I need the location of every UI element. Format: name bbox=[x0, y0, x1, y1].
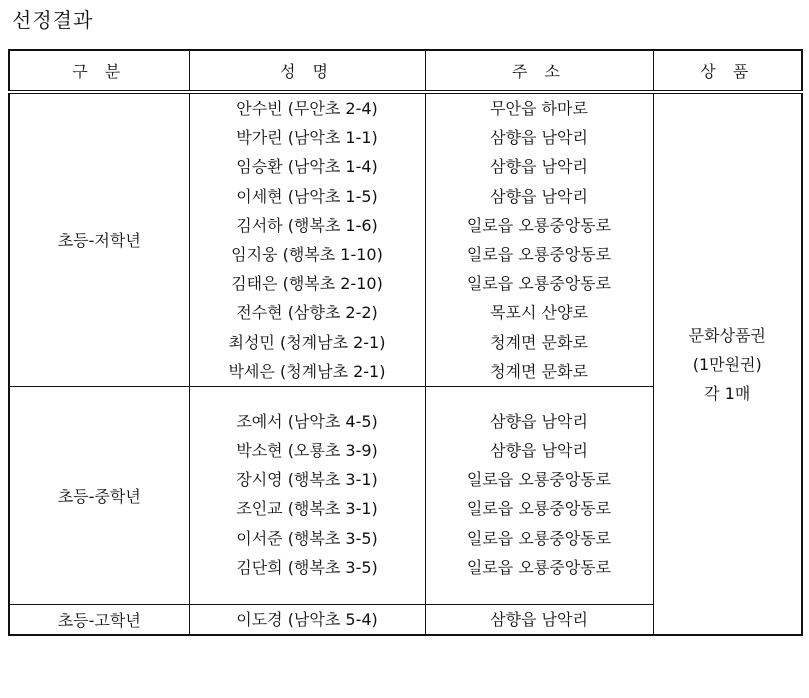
winner-address: 청계면 문화로 bbox=[490, 361, 588, 381]
winner-address: 일로읍 오룡중앙동로 bbox=[466, 470, 612, 490]
winner-address: 청계면 문화로 bbox=[490, 332, 588, 352]
winner-address: 목포시 산양로 bbox=[490, 303, 588, 323]
winner-name: 이도경 (남악초 5-4) bbox=[236, 610, 378, 629]
winner-name: 최성민 (청계남초 2-1) bbox=[228, 332, 386, 352]
winner-address: 일로읍 오룡중앙동로 bbox=[466, 244, 612, 264]
winner-address: 삼향읍 남악리 bbox=[490, 441, 588, 461]
address-list bbox=[425, 605, 653, 636]
winner-address: 삼향읍 남악리 bbox=[490, 610, 588, 629]
winner-name: 김서하 (행복초 1-6) bbox=[236, 215, 378, 235]
winner-name: 장시영 (행복초 3-1) bbox=[236, 470, 378, 490]
winner-address: 일로읍 오룡중앙동로 bbox=[466, 528, 612, 548]
header-category: 구 분 bbox=[9, 50, 189, 92]
winner-name: 안수빈 (무안초 2-4) bbox=[236, 99, 378, 118]
winner-name: 조인교 (행복초 3-1) bbox=[236, 499, 378, 519]
winner-name: 이세현 (남악초 1-5) bbox=[236, 186, 378, 206]
winner-address: 삼향읍 남악리 bbox=[490, 411, 588, 431]
winner-address: 삼향읍 남악리 bbox=[490, 157, 588, 177]
document-title: 선정결과 bbox=[12, 8, 94, 32]
winner-address: 일로읍 오룡중앙동로 bbox=[466, 274, 612, 294]
winner-address: 무안읍 하마로 bbox=[490, 99, 588, 118]
address-list bbox=[425, 92, 653, 386]
winner-name: 임승환 (남악초 1-4) bbox=[236, 157, 378, 177]
name-list bbox=[189, 386, 425, 604]
winner-address: 일로읍 오룡중앙동로 bbox=[466, 557, 612, 577]
selection-result-table bbox=[8, 49, 803, 636]
winner-address: 삼향읍 남악리 bbox=[490, 186, 588, 206]
winner-name: 박소현 (오룡초 3-9) bbox=[236, 441, 378, 461]
prize-line: (1만원권) bbox=[692, 354, 762, 374]
category-cell: 초등-중학년 bbox=[9, 386, 189, 604]
winner-name: 김태은 (행복초 2-10) bbox=[231, 274, 383, 294]
prize-line: 각 1매 bbox=[704, 383, 751, 403]
winner-address: 삼향읍 남악리 bbox=[490, 128, 588, 148]
header-name: 성 명 bbox=[189, 50, 425, 92]
address-list bbox=[425, 386, 653, 604]
prize-line: 문화상품권 bbox=[688, 325, 766, 345]
winner-name: 전수현 (삼향초 2-2) bbox=[236, 303, 378, 323]
prize-cell bbox=[653, 92, 802, 635]
winner-name: 김단희 (행복초 3-5) bbox=[236, 557, 378, 577]
winner-name: 박세은 (청계남초 2-1) bbox=[228, 361, 386, 381]
winner-name: 박가린 (남악초 1-1) bbox=[236, 128, 378, 148]
winner-address: 일로읍 오룡중앙동로 bbox=[466, 499, 612, 519]
winner-name: 임지웅 (행복초 1-10) bbox=[231, 244, 383, 264]
header-prize: 상 품 bbox=[653, 50, 802, 92]
name-list bbox=[189, 92, 425, 386]
table-row-lower-grades bbox=[9, 92, 802, 386]
category-cell: 초등-저학년 bbox=[9, 92, 189, 386]
winner-name: 이서준 (행복초 3-5) bbox=[236, 528, 378, 548]
category-cell: 초등-고학년 bbox=[9, 605, 189, 636]
winner-address: 일로읍 오룡중앙동로 bbox=[466, 215, 612, 235]
table-header-row bbox=[9, 50, 802, 92]
header-address: 주 소 bbox=[425, 50, 653, 92]
name-list bbox=[189, 605, 425, 636]
winner-name: 조예서 (남악초 4-5) bbox=[236, 411, 378, 431]
